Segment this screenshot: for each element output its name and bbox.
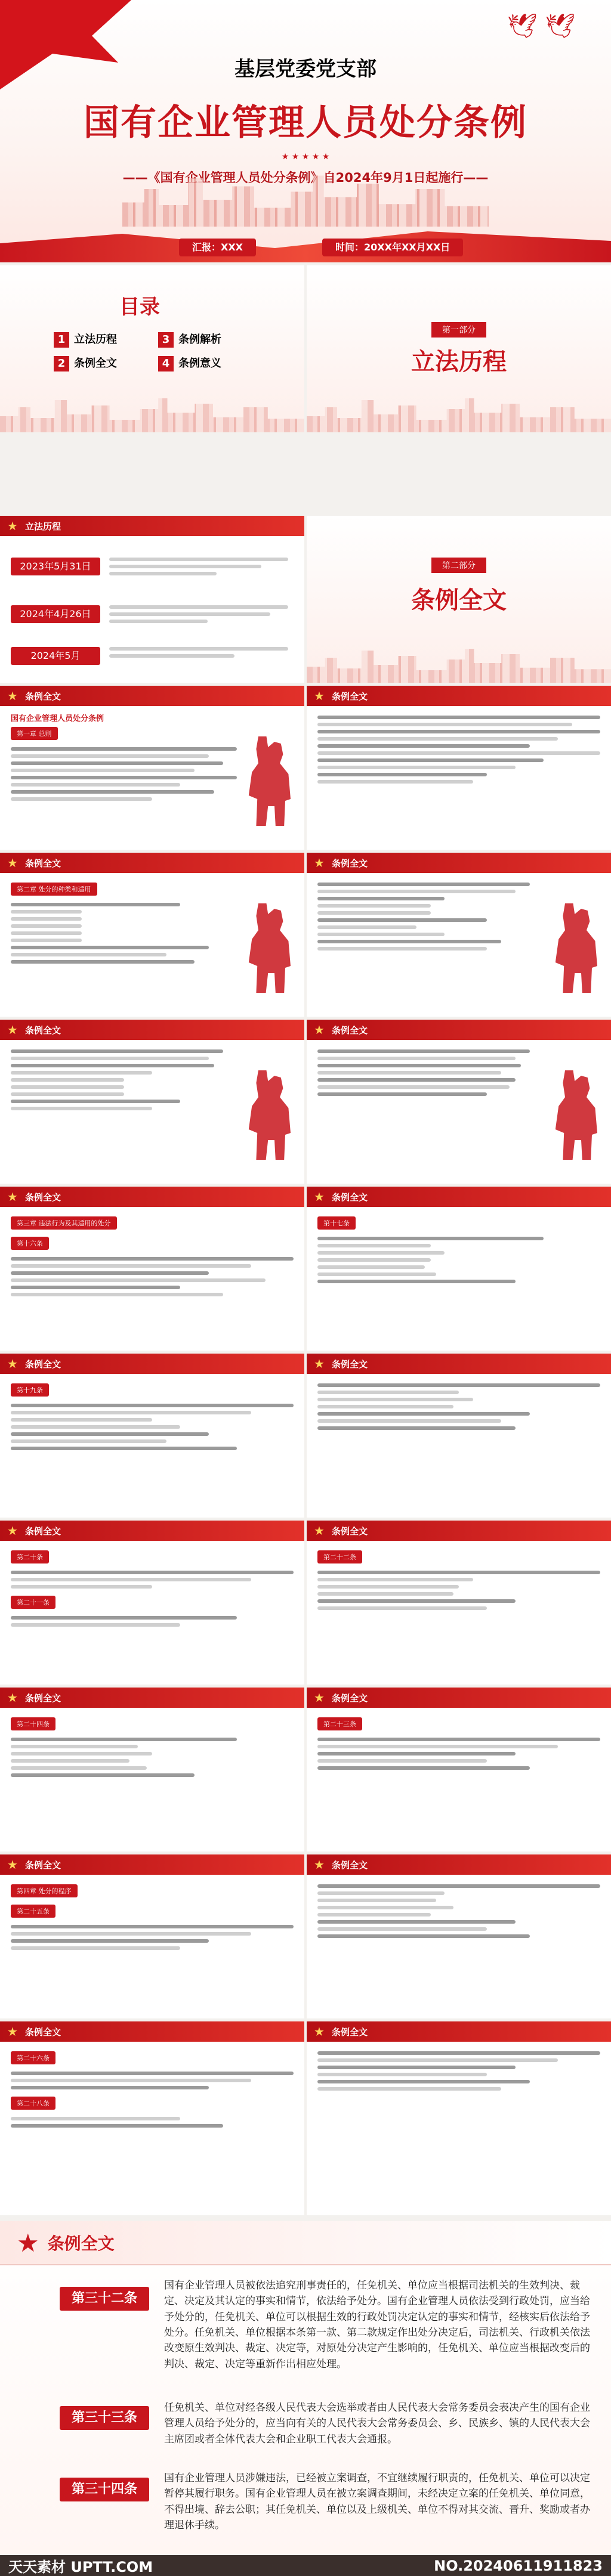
article-label: 第二十六条	[11, 2051, 55, 2064]
article-label: 第三十四条	[60, 2478, 149, 2501]
cover-caption: ——《国有企业管理人员处分条例》自2024年9月1日起施行——	[122, 171, 489, 185]
content-slide: ★ 条例全文 第二章 处分的种类和适用	[0, 853, 304, 1017]
content-slide: ★ 条例全文 第二十四条	[0, 1688, 304, 1852]
article-label: 第二十条	[11, 1550, 49, 1563]
content-slide: ★ 条例全文 第二十三条	[307, 1688, 611, 1852]
star-icon: ★	[7, 2024, 18, 2039]
star-icon: ★	[7, 519, 18, 533]
star-icon: ★	[7, 856, 18, 870]
star-divider-icon: ★ ★ ★ ★ ★	[281, 152, 330, 162]
content-slide: ★ 条例全文 第二十二条	[307, 1521, 611, 1685]
article-label: 第三十三条	[60, 2406, 149, 2430]
toc-title: 目录	[119, 295, 160, 319]
skyline-decoration	[0, 397, 304, 432]
content-slide: ★ 条例全文 第二十条 第二十一条	[0, 1521, 304, 1685]
star-icon: ★	[7, 1524, 18, 1538]
article-text: 国有企业管理人员涉嫌违法，已经被立案调查，不宜继续履行职责的，任免机关、单位可以决定暂停其履行职务。国有企业管理人员在被立案调查期间，未经决定立案的任免机关、单位同意，不得出境、辞去公职；其任免机关、单位以及上级机关、单位不得对其交流、晋升、奖励或者办理退休手续。	[164, 2472, 590, 2532]
star-icon: ★	[17, 2228, 39, 2258]
article-label: 第三十二条	[60, 2287, 149, 2311]
star-icon: ★	[314, 1357, 325, 1371]
slide-header-title: 条例全文	[47, 2234, 115, 2253]
content-slide: ★ 条例全文	[307, 1020, 611, 1184]
history-slide	[0, 516, 304, 683]
part-title: 条例全文	[411, 587, 507, 614]
article-label: 第二十四条	[11, 1717, 55, 1730]
content-slide: ★ 条例全文 第十七条	[307, 1187, 611, 1351]
footer-right: NO.20240611911823	[434, 2557, 603, 2574]
cover-subtitle: 基层党委党支部	[234, 57, 377, 81]
history-row: 2024年4月26日	[11, 599, 297, 631]
content-slide: ★ 条例全文	[307, 1854, 611, 2018]
reporter-badge: 汇报：XXX	[179, 239, 256, 256]
star-icon: ★	[7, 1357, 18, 1371]
article-text: 国有企业管理人员被依法追究刑事责任的，任免机关、单位应当根据司法机关的生效判决、裁定、决定及其认定的事实和情节，依法给予处分。国有企业管理人员依法受到行政处罚，应当给予处分的，任免机关、单位可以根据生效的行政处罚决定认定的事实和情节，经核实后依法给予处分。任免机关、单位根据本条第一款、第二款规定作出处分决定后，司法机关、行政机关依法改变原生效判决、裁定、决定等，对原处分决定产生影响的，任免机关、单位应当根据改变后的判决、裁定、决定等重新作出相应处理。	[164, 2280, 590, 2370]
chapter-label: 第一章 总则	[11, 727, 58, 740]
star-icon: ★	[314, 856, 325, 870]
toc-item-1[interactable]: 1 立法历程	[54, 331, 117, 348]
slide-header	[0, 2221, 611, 2265]
star-icon: ★	[314, 1857, 325, 1872]
content-slide: ★ 条例全文 第四章 处分的程序 第二十五条	[0, 1854, 304, 2018]
chapter-label: 第四章 处分的程序	[11, 1884, 78, 1897]
part-one-slide	[307, 265, 611, 432]
star-icon: ★	[7, 1857, 18, 1872]
toc-item-3[interactable]: 3 条例解析	[158, 331, 221, 348]
star-icon: ★	[314, 1690, 325, 1705]
article-label: 第十六条	[11, 1237, 49, 1250]
watermark-footer	[0, 2555, 611, 2576]
star-icon: ★	[7, 1690, 18, 1705]
star-icon: ★	[314, 2024, 325, 2039]
content-slide: ★ 条例全文 国有企业管理人员处分条例 第一章 总则	[0, 686, 304, 850]
star-icon: ★	[7, 1190, 18, 1204]
part-title: 立法历程	[411, 348, 507, 376]
skyline-decoration	[307, 397, 611, 432]
star-icon: ★	[314, 1023, 325, 1037]
history-row: 2023年5月31日	[11, 552, 297, 584]
cover-title: 国有企业管理人员处分条例	[84, 102, 527, 144]
date-badge: 时间：20XX年XX月XX日	[322, 239, 463, 256]
final-article-slide	[0, 2221, 611, 2555]
part-two-slide	[307, 516, 611, 683]
star-icon: ★	[7, 1023, 18, 1037]
article-label: 第二十八条	[11, 2097, 55, 2110]
content-slide: ★ 条例全文 第二十六条 第二十八条	[0, 2021, 304, 2215]
toc-item-4[interactable]: 4 条例意义	[158, 355, 221, 371]
star-icon: ★	[314, 689, 325, 703]
history-row: 2024年5月	[11, 641, 297, 673]
content-slide: ★ 条例全文 第十九条	[0, 1354, 304, 1518]
article-label: 第二十五条	[11, 1905, 55, 1918]
star-icon: ★	[314, 1190, 325, 1204]
slide-header: ★ 立法历程	[0, 516, 304, 536]
chapter-label: 第三章 违法行为及其适用的处分	[11, 1216, 117, 1230]
skyline-decoration	[307, 647, 611, 683]
article-label: 第二十一条	[11, 1596, 55, 1609]
star-icon: ★	[7, 689, 18, 703]
footer-left: 天天素材 UPTT.COM	[8, 2559, 153, 2575]
article-label: 第二十三条	[317, 1717, 362, 1730]
content-slide: ★ 条例全文	[307, 2021, 611, 2215]
star-icon: ★	[314, 1524, 325, 1538]
article-text: 任免机关、单位对经各级人民代表大会选举或者由人民代表大会常务委员会表决产生的国有企业管理人员给予处分的，应当向有关的人民代表大会常务委员会、乡、民族乡、镇的人民代表大会主席团或者全体代表大会和企业职工代表大会通报。	[164, 2402, 590, 2445]
content-slide: ★ 条例全文	[307, 1354, 611, 1518]
chapter-label: 第二章 处分的种类和适用	[11, 883, 97, 896]
content-slide: ★ 条例全文	[307, 686, 611, 850]
article-label: 第十七条	[317, 1216, 356, 1230]
doves-icon: 🕊 🕊	[507, 13, 575, 40]
content-slide: ★ 条例全文	[307, 853, 611, 1017]
toc-item-2[interactable]: 2 条例全文	[54, 355, 117, 371]
content-slide: ★ 条例全文	[0, 1020, 304, 1184]
part-tag: 第一部分	[431, 322, 486, 338]
content-slide: ★ 条例全文 第三章 违法行为及其适用的处分 第十六条	[0, 1187, 304, 1351]
article-label: 第十九条	[11, 1383, 49, 1397]
article-label: 第二十二条	[317, 1550, 362, 1563]
cover-slide	[0, 0, 611, 262]
toc-slide	[0, 265, 304, 432]
part-tag: 第二部分	[431, 558, 486, 573]
doc-title: 国有企业管理人员处分条例	[11, 714, 104, 723]
